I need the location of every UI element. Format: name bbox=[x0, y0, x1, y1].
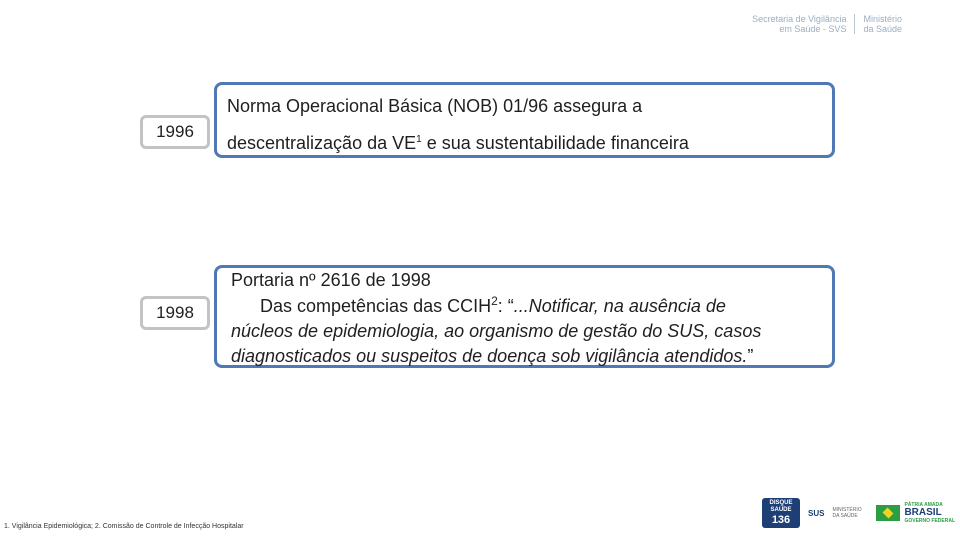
ministerio-logo bbox=[863, 14, 902, 34]
text-1998-line2-mid: : “ bbox=[497, 296, 514, 316]
brasil-gov: GOVERNO FEDERAL bbox=[904, 518, 956, 524]
brasil-text bbox=[904, 502, 955, 524]
disque-saude-logo bbox=[762, 498, 800, 528]
header-logo bbox=[752, 14, 902, 34]
brasil-logo bbox=[876, 502, 955, 524]
ministerio-line2: da Saúde bbox=[863, 24, 902, 34]
ministerio-line1: Ministério bbox=[863, 14, 902, 24]
ministerio-footer-logo: MINISTÉRIO DA SAÚDE bbox=[832, 507, 862, 519]
text-1998-line2-italic: ...Notificar, na ausência de bbox=[513, 296, 726, 316]
text-1998-line2 bbox=[260, 296, 726, 317]
text-1998-line4 bbox=[231, 346, 753, 367]
footnote-ref-1: 1 bbox=[416, 134, 422, 145]
brasil-small: PÁTRIA AMADA bbox=[904, 502, 943, 508]
year-badge-1998: 1998 bbox=[140, 296, 210, 330]
svs-line1: Secretaria de Vigilância bbox=[752, 14, 847, 24]
text-1996-line2-pre: descentralização da VE bbox=[227, 133, 417, 153]
disque-label: DISQUE SAÚDE bbox=[769, 500, 793, 513]
footnote-ref-2: 2 bbox=[491, 294, 498, 308]
text-1998-line4-end: ” bbox=[747, 346, 754, 366]
text-1996-line1: Norma Operacional Básica (NOB) 01/96 assegura a bbox=[227, 96, 643, 116]
svs-logo bbox=[752, 14, 846, 34]
text-1998-line4-italic: diagnosticados ou suspeitos de doença sob vigilância atendidos. bbox=[231, 346, 748, 366]
disque-number: 136 bbox=[771, 514, 791, 526]
footnote: 1. Vigilância Epidemiológica; 2. Comissão de Controle de Infecção Hospitalar bbox=[4, 523, 244, 530]
year-badge-1996: 1996 bbox=[140, 115, 210, 149]
brazil-flag-icon bbox=[876, 505, 900, 521]
text-1996-line2 bbox=[227, 133, 689, 154]
header-divider bbox=[854, 14, 855, 34]
text-1996-line2-post: e sua sustentabilidade financeira bbox=[421, 133, 689, 153]
text-box-1996 bbox=[214, 82, 835, 158]
sus-logo: SUS bbox=[808, 508, 825, 518]
svs-line2: em Saúde - SVS bbox=[779, 24, 847, 34]
text-1998-line1: Portaria nº 2616 de 1998 bbox=[231, 270, 431, 290]
brasil-big: BRASIL bbox=[904, 507, 942, 518]
text-1998-line3: núcleos de epidemiologia, ao organismo de gestão do SUS, casos bbox=[231, 321, 762, 341]
footer-logos bbox=[762, 498, 955, 528]
text-1998-line2-pre: Das competências das CCIH bbox=[260, 296, 492, 316]
text-box-1998 bbox=[214, 265, 835, 368]
